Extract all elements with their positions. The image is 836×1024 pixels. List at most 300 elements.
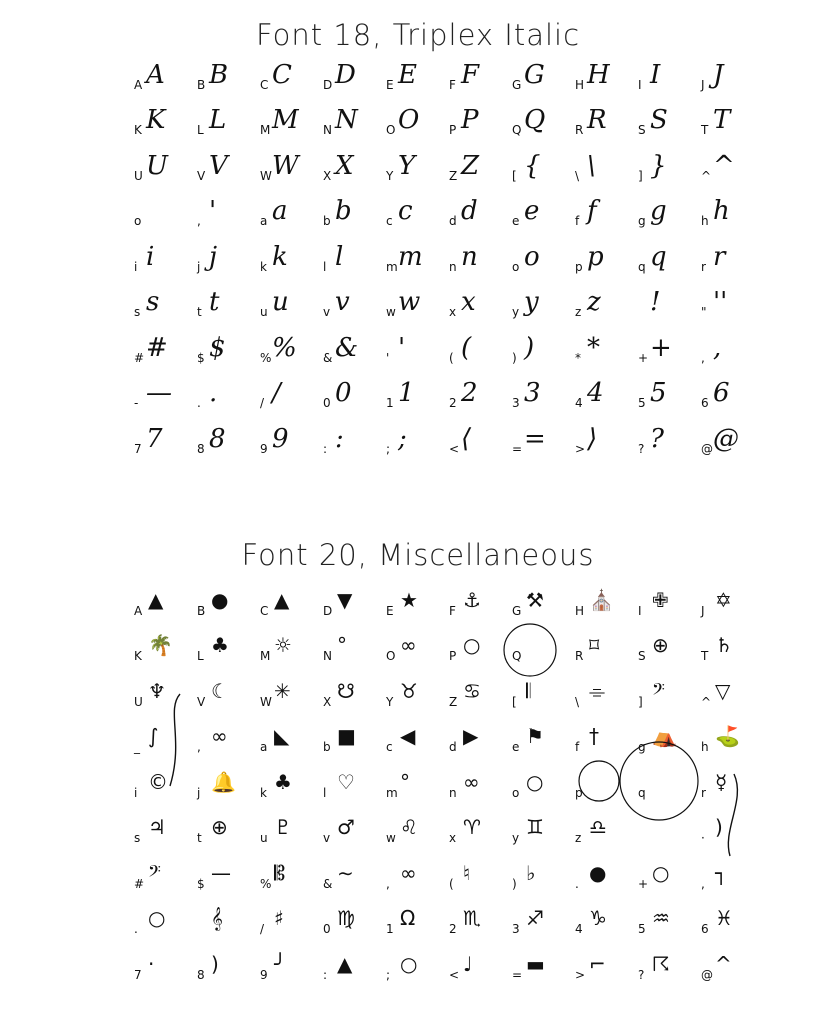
font-20-glyph-cell <box>634 762 697 808</box>
font-20-glyph-cell <box>571 671 634 717</box>
font-18-glyph-cell <box>193 54 256 100</box>
font-18-key-label: ; <box>386 441 391 456</box>
font-20-glyph: ∞ <box>400 633 417 657</box>
font-20-key-label: l <box>323 785 327 800</box>
font-20-glyph-cell <box>508 580 571 626</box>
font-18-glyph-cell <box>382 100 445 146</box>
font-20-glyph: ▲ <box>337 951 353 976</box>
font-20-key-label: i <box>134 785 138 800</box>
font-18-key-label: C <box>260 77 269 92</box>
font-20-key-label: E <box>386 603 394 618</box>
font-18-glyph-cell <box>634 373 697 419</box>
font-20-key-label: R <box>575 649 584 663</box>
font-18-glyph-cell <box>508 418 571 464</box>
font-18-key-label: u <box>260 305 268 319</box>
font-20-glyph-cell <box>256 626 319 672</box>
font-18-glyph: , <box>713 332 722 363</box>
font-20-glyph-cell <box>571 762 634 808</box>
font-20-key-label: % <box>260 876 272 891</box>
font-20-glyph: ⚒ <box>526 587 544 612</box>
font-20-glyph: ♏ <box>463 906 481 930</box>
font-18-glyph: 8 <box>209 423 226 454</box>
font-18-glyph: L <box>209 105 227 135</box>
font-20-glyph: ♌ <box>400 815 418 839</box>
font-18-key-label: [ <box>512 168 517 183</box>
font-20-glyph: ∫ <box>148 724 159 748</box>
font-20-glyph-cell <box>697 717 760 763</box>
font-18-glyph: A <box>146 59 165 90</box>
font-18-glyph-cell <box>382 54 445 100</box>
font-18-glyph: ) <box>524 332 535 363</box>
font-20-glyph-cell <box>571 853 634 899</box>
font-18-glyph: 3 <box>524 378 541 408</box>
font-18-glyph: r <box>713 241 726 272</box>
font-18-key-label: o <box>134 214 142 228</box>
font-18-glyph-cell <box>445 327 508 373</box>
font-20-glyph: ⊕ <box>211 815 228 839</box>
font-18-glyph-cell <box>130 145 193 191</box>
font-18-key-label: \ <box>575 168 580 183</box>
font-18-glyph: / <box>272 378 281 408</box>
font-18-glyph: S <box>650 105 668 135</box>
font-20-glyph: ° <box>337 633 347 657</box>
font-18-title: Font 18, Triplex Italic <box>255 18 581 52</box>
font-18-glyph: ^ <box>713 150 735 181</box>
font-18-glyph: G <box>524 59 545 90</box>
font-20-key-label: h <box>701 740 709 754</box>
font-20-glyph-cell <box>256 853 319 899</box>
font-20-glyph-cell <box>193 717 256 763</box>
font-18-key-label: ) <box>512 350 517 365</box>
font-20-glyph-cell <box>319 717 382 763</box>
font-20-key-label: D <box>323 603 333 618</box>
font-18-glyph-cell <box>697 100 760 146</box>
font-18-glyph: 9 <box>272 423 289 454</box>
font-18-key-label: q <box>638 259 646 274</box>
font-20-key-label: \ <box>575 694 580 709</box>
font-20-key-label: e <box>512 740 520 754</box>
font-20-key-label: 7 <box>134 967 142 982</box>
font-18-key-label: K <box>134 123 142 137</box>
font-18-glyph-cell <box>571 54 634 100</box>
font-20-key-label: L <box>197 649 204 663</box>
font-20-glyph: ♩ <box>463 951 473 976</box>
font-18-key-label: 7 <box>134 441 142 456</box>
font-18-key-label: p <box>575 259 583 274</box>
font-18-key-label: 8 <box>197 441 205 456</box>
font-18-key-label: Y <box>386 168 394 183</box>
font-18-glyph-cell <box>508 100 571 146</box>
font-18-key-label: k <box>260 259 267 274</box>
font-18-glyph: ' <box>398 332 406 363</box>
font-20-key-label: S <box>638 649 646 663</box>
font-20-key-label: / <box>260 922 265 936</box>
font-20-glyph: 𝄢 <box>652 678 665 703</box>
font-20-key-label: W <box>260 694 272 709</box>
font-20-glyph-cell <box>634 853 697 899</box>
font-20-key-label: O <box>386 649 396 663</box>
font-18-glyph-cell <box>256 282 319 328</box>
font-18-glyph-cell <box>382 145 445 191</box>
font-20-key-label: u <box>260 831 268 845</box>
font-20-key-label: T <box>701 649 709 663</box>
font-18-key-label: m <box>386 259 398 274</box>
font-20-glyph: ☿ <box>715 769 728 794</box>
font-18-glyph-cell <box>319 145 382 191</box>
font-18-glyph-cell <box>256 100 319 146</box>
font-20-glyph: ✳ <box>274 678 291 703</box>
font-20-glyph: ♇ <box>274 815 292 839</box>
font-18-glyph-cell <box>508 327 571 373</box>
font-20-key-label: ^ <box>701 694 712 709</box>
font-18-glyph-cell <box>697 54 760 100</box>
font-18-key-label: * <box>575 350 581 365</box>
font-20-glyph: ▬ <box>526 951 545 976</box>
font-18-glyph: O <box>398 105 420 135</box>
font-20-key-label: w <box>386 831 396 845</box>
font-18-glyph-cell <box>256 373 319 419</box>
font-20-key-label: ; <box>386 967 391 982</box>
font-18-glyph-cell <box>319 236 382 282</box>
font-20-glyph: 𝄡 <box>274 860 286 885</box>
font-20-glyph: ▲ <box>274 587 290 612</box>
font-18-glyph-cell <box>193 418 256 464</box>
font-18-key-label: c <box>386 214 393 228</box>
font-20-key-label: @ <box>701 967 713 982</box>
font-18-key-label: - <box>134 396 139 410</box>
font-20-glyph-cell <box>319 853 382 899</box>
font-20-glyph-cell <box>319 944 382 990</box>
font-18-glyph-cell <box>193 373 256 419</box>
font-18-glyph-cell <box>508 54 571 100</box>
font-20-glyph: Ω <box>400 906 416 930</box>
font-20-key-label: 6 <box>701 922 709 936</box>
font-18-glyph-cell <box>508 236 571 282</box>
font-20-key-label: _ <box>134 740 140 754</box>
font-20-glyph-cell <box>256 717 319 763</box>
font-20-key-label: v <box>323 831 331 845</box>
font-20-glyph-cell <box>508 853 571 899</box>
font-20-glyph: ◀ <box>400 724 416 748</box>
font-18-key-label: ( <box>449 350 454 365</box>
font-20-key-label: n <box>449 785 457 800</box>
font-20-glyph: ♯ <box>274 906 284 930</box>
font-20-glyph: ) <box>715 815 723 839</box>
font-20-glyph: ♮ <box>463 860 471 885</box>
font-20-glyph-cell <box>319 671 382 717</box>
font-18-key-label: % <box>260 350 272 365</box>
font-18-glyph: V <box>209 150 228 181</box>
font-18-key-label: z <box>575 305 582 319</box>
font-20-key-label: ) <box>512 876 517 891</box>
font-18-glyph: * <box>587 332 600 363</box>
font-20-key-label: P <box>449 649 457 663</box>
font-18-glyph-cell <box>634 236 697 282</box>
font-20-glyph: ★ <box>400 587 418 612</box>
font-20-glyph: ┐ <box>715 860 728 885</box>
font-18-glyph-cell <box>445 282 508 328</box>
font-20-glyph: † <box>589 724 599 748</box>
font-20-glyph: ♆ <box>148 678 166 703</box>
font-18-glyph: c <box>398 196 413 226</box>
font-18-glyph: R <box>587 105 607 135</box>
font-20-key-label: m <box>386 785 398 800</box>
font-20-glyph: ∞ <box>400 860 417 885</box>
font-18-glyph: Y <box>398 150 416 181</box>
font-20-glyph-cell <box>634 671 697 717</box>
font-18-glyph: \ <box>587 150 596 181</box>
font-20-glyph-cell <box>445 899 508 945</box>
font-18-key-label: , <box>197 214 201 228</box>
font-20-glyph: ♉ <box>400 678 418 703</box>
font-20-glyph: 𝄞 <box>211 906 223 930</box>
font-18-glyph: T <box>713 105 731 135</box>
font-18-glyph: j <box>209 241 218 272</box>
font-18-key-label: I <box>638 77 642 92</box>
font-18-glyph-cell <box>130 191 193 237</box>
font-20-glyph-cell <box>571 808 634 854</box>
font-18-glyph: ; <box>398 423 407 454</box>
font-18-glyph-cell <box>697 145 760 191</box>
font-20-glyph: ^ <box>715 951 732 976</box>
font-18-key-label: r <box>701 259 706 274</box>
font-18-key-label: l <box>323 259 327 274</box>
font-20-glyph-cell <box>445 808 508 854</box>
font-18-glyph-cell <box>382 282 445 328</box>
font-20-glyph-cell <box>193 808 256 854</box>
font-20-glyph-cell <box>508 944 571 990</box>
font-18-glyph-cell <box>445 373 508 419</box>
font-20-glyph: ♡ <box>337 769 355 794</box>
font-18-glyph-cell <box>382 236 445 282</box>
font-18-glyph-cell <box>445 100 508 146</box>
font-20-key-label: $ <box>197 876 205 891</box>
font-18-glyph: # <box>146 332 168 363</box>
font-20-glyph: — <box>211 860 231 885</box>
font-20-key-label: G <box>512 603 522 618</box>
font-20-key-label: > <box>575 967 586 982</box>
font-20-glyph-cell <box>382 762 445 808</box>
font-20-glyph-cell <box>382 717 445 763</box>
font-20-glyph: 𝄢 <box>148 860 161 885</box>
font-18-glyph-cell <box>256 191 319 237</box>
font-20-glyph-cell <box>697 899 760 945</box>
font-18-glyph: 4 <box>587 378 604 408</box>
font-20-glyph: ▶ <box>463 724 479 748</box>
font-18-glyph: y <box>524 287 539 317</box>
font-18-glyph: F <box>461 59 480 90</box>
font-18-key-label: 3 <box>512 396 520 410</box>
font-20-glyph-cell <box>256 944 319 990</box>
font-18-glyph: } <box>650 150 667 181</box>
font-20-key-label: N <box>323 649 332 663</box>
font-18-glyph-cell <box>445 236 508 282</box>
font-18-glyph: s <box>146 287 160 317</box>
font-18-glyph-cell <box>382 191 445 237</box>
font-18-glyph: t <box>209 287 220 317</box>
font-18-glyph-cell <box>319 282 382 328</box>
font-18-glyph-cell <box>130 418 193 464</box>
font-18-glyph-cell <box>571 327 634 373</box>
font-20-glyph-cell <box>130 717 193 763</box>
font-18-key-label: 2 <box>449 396 457 410</box>
font-18-key-label: d <box>449 214 457 228</box>
font-18-key-label: 6 <box>701 396 709 410</box>
font-20-glyph-cell <box>382 671 445 717</box>
font-18-glyph: $ <box>209 332 226 363</box>
font-20-glyph-cell <box>697 671 760 717</box>
font-20-glyph-cell <box>319 762 382 808</box>
font-18-glyph-cell <box>130 327 193 373</box>
font-20-glyph-cell <box>634 580 697 626</box>
font-20-glyph-cell <box>445 626 508 672</box>
font-18-glyph: o <box>524 241 540 272</box>
font-20-glyph: ☼ <box>274 633 292 657</box>
font-18-glyph: — <box>146 378 172 408</box>
font-18-glyph-cell <box>634 100 697 146</box>
font-18-glyph: g <box>650 196 667 226</box>
font-18-key-label: B <box>197 77 206 92</box>
font-20-key-label: k <box>260 785 267 800</box>
font-18-glyph-cell <box>130 282 193 328</box>
font-18-key-label: s <box>134 305 141 319</box>
font-20-glyph: ■ <box>337 724 356 748</box>
font-18-key-label: / <box>260 396 265 410</box>
font-18-key-label: R <box>575 123 584 137</box>
font-20-glyph: ⌑ <box>589 633 600 657</box>
font-18-glyph: N <box>335 105 358 135</box>
font-18-glyph-cell <box>508 191 571 237</box>
font-20-key-label: ( <box>449 876 454 891</box>
font-20-key-label: j <box>197 785 201 800</box>
font-18-glyph: E <box>398 59 417 90</box>
font-20-key-label: x <box>449 831 457 845</box>
font-20-glyph-cell <box>382 580 445 626</box>
font-18-glyph-cell <box>571 236 634 282</box>
font-20-key-label: 4 <box>575 922 583 936</box>
font-20-key-label: 5 <box>638 922 646 936</box>
font-18-glyph-cell <box>319 327 382 373</box>
font-18-key-label: W <box>260 168 272 183</box>
font-20-glyph-cell <box>130 808 193 854</box>
font-18-key-label: E <box>386 77 394 92</box>
font-20-glyph-cell <box>130 762 193 808</box>
font-18-key-label: N <box>323 123 332 137</box>
font-18-glyph-cell <box>319 373 382 419</box>
font-20-key-label: a <box>260 740 268 754</box>
font-18-key-label: ] <box>638 168 643 183</box>
font-18-key-label: v <box>323 305 331 319</box>
font-18-glyph-cell <box>256 236 319 282</box>
font-20-key-label: # <box>134 876 145 891</box>
font-20-glyph-cell <box>256 899 319 945</box>
font-20-glyph: ♃ <box>148 815 166 839</box>
font-20-glyph-cell <box>256 671 319 717</box>
font-20-glyph-cell <box>508 717 571 763</box>
font-20-key-label: < <box>449 967 460 982</box>
font-18-key-label: = <box>512 441 523 456</box>
font-18-glyph: P <box>461 105 479 135</box>
font-20-key-label: z <box>575 831 582 845</box>
font-18-glyph: x <box>461 287 476 317</box>
font-18-glyph: v <box>335 287 350 317</box>
font-20-glyph-cell <box>508 671 571 717</box>
font-18-key-label: T <box>701 123 709 137</box>
font-18-key-label: w <box>386 305 396 319</box>
font-20-key-label: g <box>638 740 646 754</box>
font-18-glyph-cell <box>130 236 193 282</box>
font-18-glyph: u <box>272 287 289 317</box>
font-20-key-label: 3 <box>512 922 520 936</box>
font-20-glyph-cell <box>193 626 256 672</box>
font-18-glyph: ⟩ <box>587 423 598 454</box>
font-18-glyph-cell <box>256 327 319 373</box>
font-18-glyph-cell <box>193 236 256 282</box>
font-20-glyph-cell <box>508 808 571 854</box>
font-18-glyph-cell <box>193 327 256 373</box>
font-20-glyph: ° <box>400 769 410 794</box>
font-18-glyph-cell <box>697 236 760 282</box>
font-18-glyph: m <box>398 241 423 272</box>
font-18-key-label: : <box>323 441 328 456</box>
font-20-key-label: p <box>575 785 583 800</box>
font-18-key-label: 4 <box>575 396 583 410</box>
font-20-key-label: B <box>197 603 206 618</box>
font-20-glyph: ♈ <box>463 815 481 839</box>
font-18-glyph-cell <box>130 373 193 419</box>
font-20-key-label: [ <box>512 694 517 709</box>
font-20-key-label: J <box>701 603 705 618</box>
font-20-glyph-grid <box>130 580 760 990</box>
font-20-glyph-cell <box>319 808 382 854</box>
font-20-glyph-cell <box>697 626 760 672</box>
font-20-glyph: ✙ <box>652 587 669 612</box>
font-20-key-label: d <box>449 740 457 754</box>
font-20-glyph-cell <box>193 899 256 945</box>
font-18-glyph: l <box>335 241 344 272</box>
font-20-glyph-cell <box>193 853 256 899</box>
font-20-glyph: ▽ <box>715 678 731 703</box>
font-18-key-label: o <box>512 259 520 274</box>
font-20-glyph-cell <box>193 580 256 626</box>
font-20-glyph-cell <box>382 626 445 672</box>
font-18-key-label: < <box>449 441 460 456</box>
font-20-glyph: 🔔 <box>211 769 236 794</box>
font-18-key-label: G <box>512 77 522 92</box>
font-18-glyph-cell <box>571 418 634 464</box>
font-18-glyph-cell <box>571 373 634 419</box>
font-18-glyph: + <box>650 332 672 363</box>
font-20-key-label: ] <box>638 694 643 709</box>
font-20-glyph: ♒ <box>652 906 670 930</box>
font-20-glyph: ♐ <box>526 906 544 930</box>
font-20-glyph: · <box>148 951 155 976</box>
font-18-glyph-cell <box>445 418 508 464</box>
font-18-glyph-cell <box>571 145 634 191</box>
font-18-key-label: 1 <box>386 396 394 410</box>
font-18-key-label: F <box>449 77 456 92</box>
font-18-glyph: . <box>209 378 218 408</box>
font-20-key-label: f <box>575 740 580 754</box>
font-20-glyph-cell <box>445 671 508 717</box>
font-18-key-label: , <box>701 350 705 365</box>
font-20-glyph: ☈ <box>652 951 670 976</box>
font-20-key-label: F <box>449 603 456 618</box>
font-20-glyph: ○ <box>400 951 418 976</box>
font-18-key-label: n <box>449 259 457 274</box>
font-20-key-label: V <box>197 694 206 709</box>
font-20-glyph-cell <box>445 853 508 899</box>
